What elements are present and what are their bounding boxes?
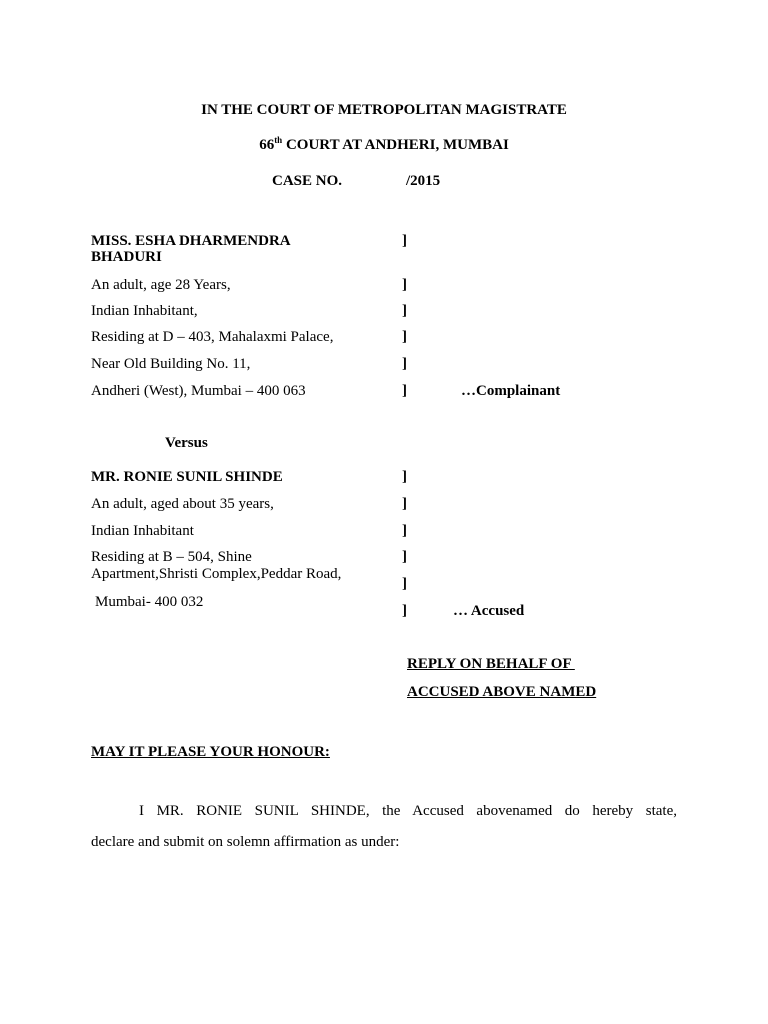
accused-role: … Accused	[453, 603, 525, 619]
complainant-address-line2: Near Old Building No. 11,	[91, 356, 251, 372]
accused-age: An adult, aged about 35 years,	[91, 496, 274, 512]
accused-address-line3: Mumbai- 400 032	[95, 594, 204, 610]
court-location	[0, 137, 768, 154]
bracket: ]	[402, 496, 407, 512]
bracket: ]	[402, 576, 407, 592]
court-number-suffix: th	[274, 135, 283, 145]
body-line2: declare and submit on solemn affirmation as under:	[91, 834, 400, 850]
court-location-text: COURT AT ANDHERI, MUMBAI	[282, 137, 509, 153]
complainant-inhabitant: Indian Inhabitant,	[91, 303, 198, 319]
accused-name: MR. RONIE SUNIL SHINDE	[91, 469, 283, 485]
bracket: ]	[402, 523, 407, 539]
complainant-role: …Complainant	[461, 383, 561, 399]
bracket: ]	[402, 356, 407, 372]
bracket: ]	[402, 329, 407, 345]
complainant-address-line3: Andheri (West), Mumbai – 400 063	[91, 383, 306, 399]
accused-address-line2: Apartment,Shristi Complex,Peddar Road,	[91, 566, 342, 582]
bracket: ]	[402, 303, 407, 319]
case-number-label: CASE NO.	[272, 173, 343, 189]
complainant-name-line2: BHADURI	[91, 249, 162, 265]
versus-label: Versus	[165, 435, 208, 451]
bracket: ]	[402, 469, 407, 485]
complainant-address-line1: Residing at D – 403, Mahalaxmi Palace,	[91, 329, 334, 345]
complainant-age: An adult, age 28 Years,	[91, 277, 231, 293]
bracket: ]	[402, 277, 407, 293]
salutation: MAY IT PLEASE YOUR HONOUR:	[91, 744, 330, 760]
case-year: /2015	[406, 173, 441, 189]
court-number: 66	[259, 137, 275, 153]
court-title: IN THE COURT OF METROPOLITAN MAGISTRATE	[201, 102, 567, 118]
bracket: ]	[402, 383, 407, 399]
bracket: ]	[402, 603, 407, 619]
complainant-name-line1: MISS. ESHA DHARMENDRA	[91, 233, 291, 249]
bracket: ]	[402, 549, 407, 565]
accused-inhabitant: Indian Inhabitant	[91, 523, 194, 539]
bracket: ]	[402, 233, 407, 249]
reply-title-line1: REPLY ON BEHALF OF	[407, 656, 575, 672]
body-line1: I MR. RONIE SUNIL SHINDE, the Accused abovenamed do hereby state,	[139, 803, 677, 819]
reply-title-line2: ACCUSED ABOVE NAMED	[407, 684, 597, 700]
accused-address-line1: Residing at B – 504, Shine	[91, 549, 252, 565]
